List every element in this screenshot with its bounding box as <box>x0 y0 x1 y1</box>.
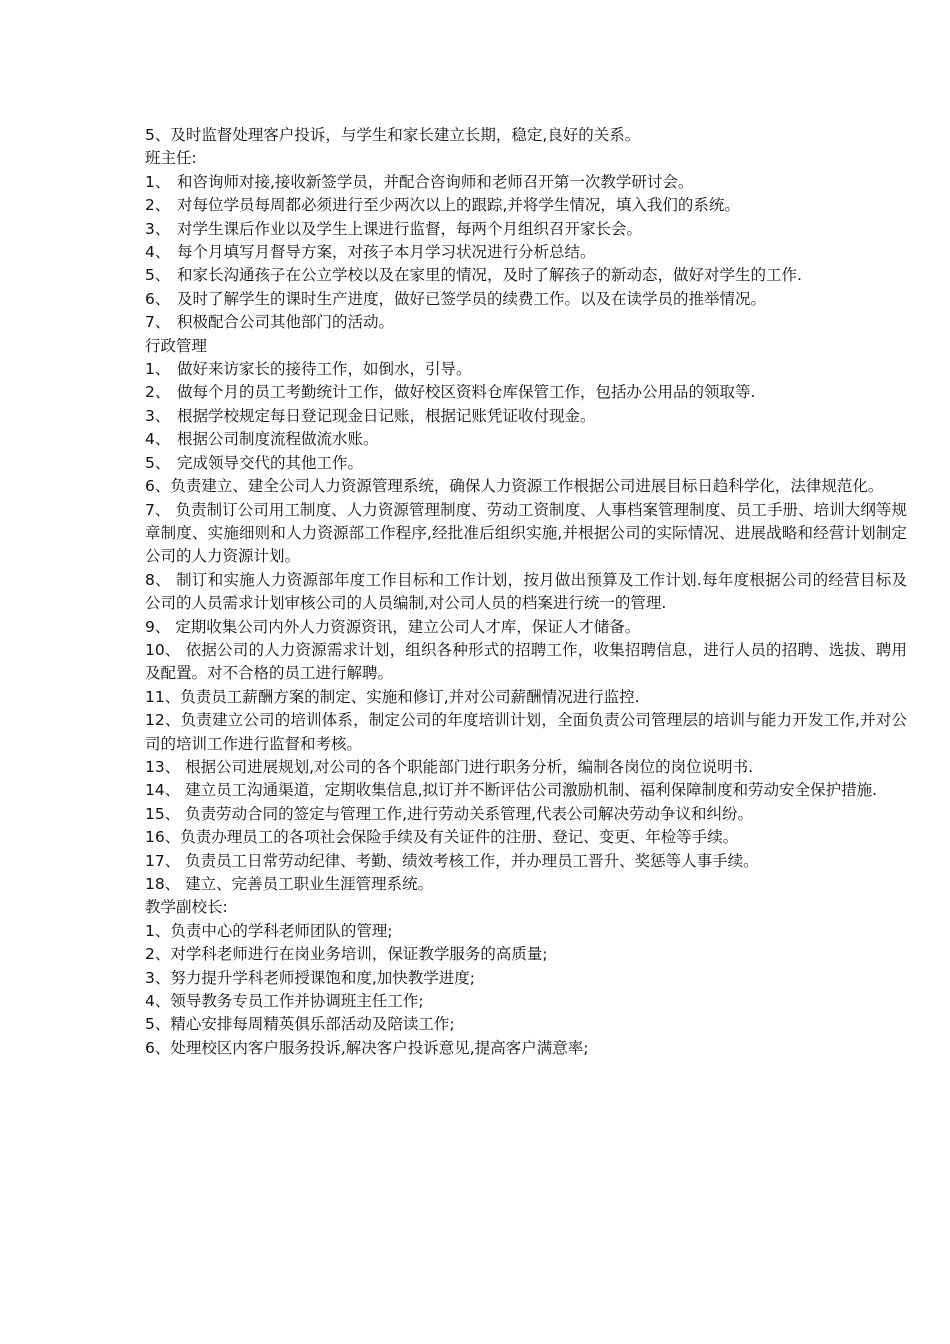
list-item <box>145 241 907 264</box>
paragraph: 2、对学科老师进行在岗业务培训，保证教学服务的高质量; <box>145 945 548 964</box>
paragraph: 17、 负责员工日常劳动纪律、考勤、绩效考核工作，并办理员工晋升、奖惩等人事手续。 <box>145 851 759 870</box>
item-text: 及时了解学生的课时生产进度，做好已签学员的续费工作。以及在读学员的推举情况。 <box>177 289 767 308</box>
paragraph: 14、 建立员工沟通渠道，定期收集信息,拟订并不断评估公司激励机制、福利保障制度和劳动安全保护措施. <box>145 781 878 800</box>
item-number: 1、 <box>145 360 171 379</box>
admin-list <box>145 358 907 475</box>
list-item <box>145 358 907 381</box>
item-text: 每个月填写月督导方案，对孩子本月学习状况进行分析总结。 <box>177 243 596 262</box>
item-number: 5、 <box>145 266 171 285</box>
paragraph: 15、 负责劳动合同的签定与管理工作,进行劳动关系管理,代表公司解决劳动争议和纠纷。 <box>145 804 754 823</box>
paragraph: 6、负责建立、建全公司人力资源管理系统，确保人力资源工作根据公司进展目标日趋科学化，法律规范化。 <box>145 477 884 496</box>
paragraph: 3、努力提升学科老师授课饱和度,加快教学进度; <box>145 968 476 987</box>
paragraph: 4、领导教务专员工作并协调班主任工作; <box>145 992 424 1011</box>
list-item <box>145 218 907 241</box>
paragraph: 18、 建立、完善员工职业生涯管理系统。 <box>145 875 434 893</box>
section-title-vice-principal: 教学副校长: <box>145 898 228 917</box>
paragraph: 11、负责员工薪酬方案的制定、实施和修订,并对公司薪酬情况进行监控. <box>145 687 640 706</box>
item-text: 积极配合公司其他部门的活动。 <box>177 313 395 332</box>
paragraph: 1、负责中心的学科老师团队的管理; <box>145 921 393 940</box>
list-item <box>145 428 907 451</box>
vice-principal-paragraphs <box>145 920 907 1060</box>
paragraph: 12、负责建立公司的培训体系，制定公司的年度培训计划，全面负责公司管理层的培训与能力开发工作,并对公司的培训工作进行监督和考核。 <box>145 711 907 753</box>
list-item <box>145 405 907 428</box>
item-text: 和咨询师对接,接收新签学员，并配合咨询师和老师召开第一次教学研讨会。 <box>177 172 694 191</box>
paragraph: 10、 依据公司的人力资源需求计划，组织各种形式的招聘工作，收集招聘信息，进行人员的招聘、选拔、聘用及配置。对不合格的员工进行解聘。 <box>145 640 907 683</box>
item-number: 7、 <box>145 313 171 332</box>
headteacher-list <box>145 171 907 335</box>
paragraph: 16、负责办理员工的各项社会保险手续及有关证件的注册、登记、变更、年检等手续。 <box>145 828 739 847</box>
item-number: 3、 <box>145 219 171 238</box>
list-item <box>145 264 907 287</box>
paragraph: 9、 定期收集公司内外人力资源资讯，建立公司人才库，保证人才储备。 <box>145 617 641 636</box>
paragraph: 8、 制订和实施人力资源部年度工作目标和工作计划，按月做出预算及工作计划.每年度根据公司的经营目标及公司的人员需求计划审核公司的人员编制,对公司人员的档案进行统一的管理. <box>145 570 907 613</box>
list-item <box>145 452 907 475</box>
list-item <box>145 194 907 217</box>
list-item <box>145 311 907 334</box>
item-text: 做每个月的员工考勤统计工作，做好校区资料仓库保管工作，包括办公用品的领取等. <box>177 383 756 402</box>
item-number: 6、 <box>145 289 171 308</box>
item-number: 4、 <box>145 243 171 262</box>
item-text: 对学生课后作业以及学生上课进行监督，每两个月组织召开家长会。 <box>177 219 643 238</box>
item-text: 根据学校规定每日登记现金日记账，根据记账凭证收付现金。 <box>177 406 596 425</box>
paragraph: 7、 负责制订公司用工制度、人力资源管理制度、劳动工资制度、人事档案管理制度、员工手册、培训大纲等规章制度、实施细则和人力资源部工作程序,经批准后组织实施,并根据公司的实际情况、进展战略和经营计划制定公司的人力资源计划。 <box>145 500 907 566</box>
item-text: 和家长沟通孩子在公立学校以及在家里的情况，及时了解孩子的新动态，做好对学生的工作. <box>177 266 802 285</box>
document-page <box>145 124 907 1060</box>
paragraph: 5、精心安排每周精英俱乐部活动及陪读工作; <box>145 1015 455 1034</box>
admin-paragraphs <box>145 475 907 896</box>
list-item <box>145 288 907 311</box>
item-number: 3、 <box>145 406 171 425</box>
paragraph: 13、 根据公司进展规划,对公司的各个职能部门进行职务分析，编制各岗位的岗位说明书. <box>145 757 754 776</box>
section-title-headteacher: 班主任: <box>145 149 197 168</box>
intro-line: 5、及时监督处理客户投诉，与学生和家长建立长期，稳定,良好的关系。 <box>145 126 641 144</box>
item-number: 2、 <box>145 383 171 402</box>
paragraph: 6、处理校区内客户服务投诉,解决客户投诉意见,提高客户满意率; <box>145 1038 589 1057</box>
item-number: 1、 <box>145 172 171 191</box>
section-title-admin: 行政管理 <box>145 336 208 355</box>
list-item <box>145 171 907 194</box>
item-number: 4、 <box>145 430 171 449</box>
item-text: 根据公司制度流程做流水账。 <box>177 430 379 449</box>
item-number: 5、 <box>145 453 171 472</box>
list-item <box>145 381 907 404</box>
item-text: 对每位学员每周都必须进行至少两次以上的跟踪,并将学生情况，填入我们的系统。 <box>177 196 740 215</box>
item-number: 2、 <box>145 196 171 215</box>
item-text: 做好来访家长的接待工作，如倒水，引导。 <box>177 360 472 379</box>
item-text: 完成领导交代的其他工作。 <box>177 453 364 472</box>
